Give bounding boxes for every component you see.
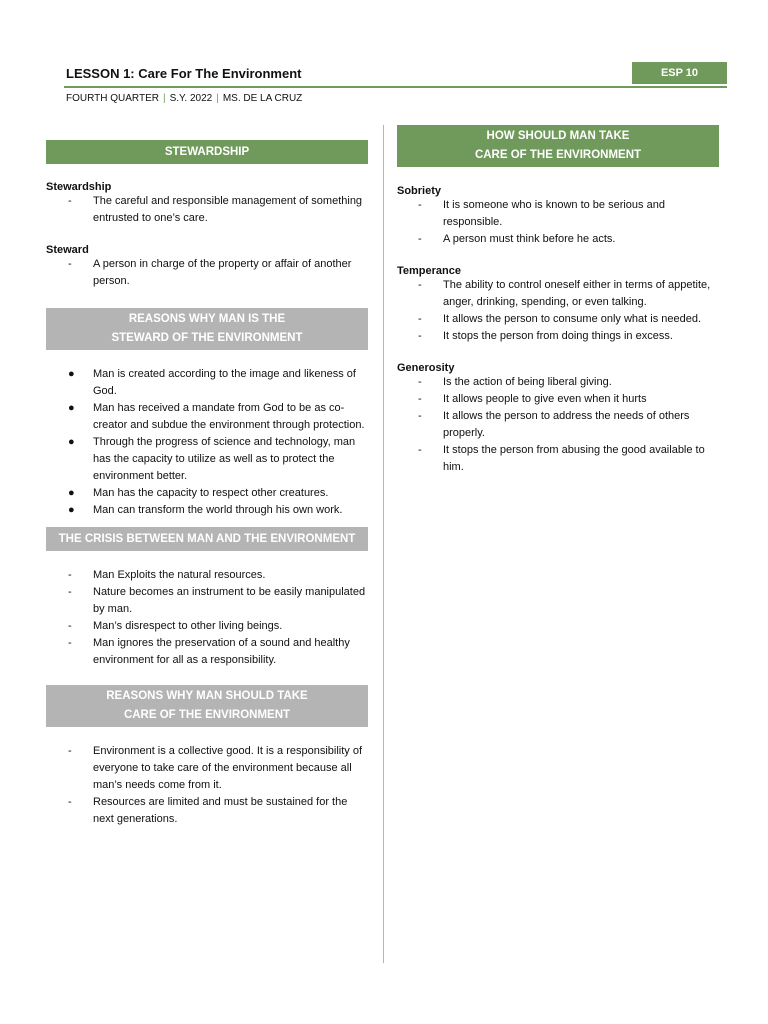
crisis-heading: THE CRISIS BETWEEN MAN AND THE ENVIRONMENT	[46, 527, 368, 551]
term-stewardship: Stewardship	[46, 181, 112, 193]
bullet-marker: ●	[68, 436, 75, 448]
teacher-label: MS. DE LA CRUZ	[222, 93, 303, 104]
term-temperance: Temperance	[397, 265, 461, 277]
dash-marker: -	[418, 330, 422, 342]
left-column	[46, 140, 368, 828]
list-item: - It allows the person to consume only what is needed.	[397, 311, 719, 328]
quarter-label: FOURTH QUARTER	[66, 93, 159, 104]
school-year-label: S.Y. 2022	[169, 93, 213, 104]
list-item: - A person in charge of the property or affair of another person.	[68, 258, 352, 287]
dash-marker: -	[68, 796, 72, 808]
list-item: ● Man has the capacity to respect other creatures.	[46, 485, 368, 502]
dash-marker: -	[418, 410, 422, 422]
dash-marker: -	[418, 279, 422, 291]
list-item: ● Man can transform the world through his own work.	[46, 502, 368, 519]
list-item: - Resources are limited and must be sustained for the next generations.	[68, 796, 348, 825]
lesson-title: LESSON 1: Care For The Environment	[66, 66, 302, 81]
reasons-steward-list	[46, 366, 368, 519]
page-header	[64, 62, 727, 104]
dash-marker: -	[68, 258, 72, 270]
stewardship-heading	[46, 140, 368, 164]
bullet-marker: ●	[68, 504, 75, 516]
bullet-marker: ●	[68, 402, 75, 414]
heading-text: STEWARDSHIP	[164, 145, 250, 158]
title-row	[64, 62, 727, 88]
list-item: ● Through the progress of science and technology, man has the capacity to utilize as well as to protect the environment better.	[68, 436, 356, 482]
list-item: - Is the action of being liberal giving.	[397, 374, 719, 391]
reasons-steward-heading: REASONS WHY MAN IS THE STEWARD OF THE ENVIRONMENT	[46, 308, 368, 350]
stewardship-definition-list	[46, 193, 368, 227]
bullet-marker: ●	[68, 487, 75, 499]
dash-marker: -	[68, 637, 72, 649]
list-item: - It stops the person from doing things in excess.	[397, 328, 719, 345]
list-item: - Nature becomes an instrument to be easily manipulated by man.	[68, 586, 366, 615]
list-item: - Man Exploits the natural resources.	[46, 567, 368, 584]
dash-marker: -	[68, 569, 72, 581]
bullet-marker: ●	[68, 368, 75, 380]
list-item: - A person must think before he acts.	[397, 231, 719, 248]
separator: |	[216, 93, 219, 104]
separator: |	[162, 93, 166, 104]
list-item: - Environment is a collective good. It is a responsibility of everyone to take care of the environment because all man’s needs come from it.	[68, 745, 363, 791]
list-item: - It is someone who is known to be serious and responsible.	[418, 199, 665, 228]
list-item: - The ability to control oneself either in terms of appetite, anger, drinking, spending, or even talking.	[418, 279, 711, 308]
temperance-list	[397, 277, 719, 345]
right-column	[397, 125, 719, 476]
list-item: - Man’s disrespect to other living beings.	[46, 618, 368, 635]
reasons-care-list	[46, 743, 368, 828]
subject-badge: ESP 10	[632, 62, 727, 84]
dash-marker: -	[68, 195, 72, 207]
term-generosity: Generosity	[397, 362, 455, 374]
header-subline	[64, 93, 727, 104]
list-item: ● Man is created according to the image and likeness of God.	[68, 368, 356, 397]
dash-marker: -	[418, 199, 422, 211]
term-steward: Steward	[46, 244, 89, 256]
sobriety-list	[397, 197, 719, 248]
list-item: - It allows people to give even when it hurts	[397, 391, 719, 408]
dash-marker: -	[418, 313, 422, 325]
list-item: ● Man has received a mandate from God to be as co-creator and subdue the environment through protection.	[68, 402, 365, 431]
dash-marker: -	[68, 745, 72, 757]
list-item: - Man ignores the preservation of a sound and healthy environment for all as a responsibility.	[68, 637, 350, 666]
generosity-list	[397, 374, 719, 476]
dash-marker: -	[68, 586, 72, 598]
column-divider	[383, 125, 384, 963]
reasons-care-heading: REASONS WHY MAN SHOULD TAKE CARE OF THE ENVIRONMENT	[46, 685, 368, 727]
dash-marker: -	[418, 376, 422, 388]
crisis-list	[46, 567, 368, 669]
steward-definition-list	[46, 256, 368, 290]
term-sobriety: Sobriety	[397, 185, 442, 197]
list-item: - It allows the person to address the needs of others properly.	[418, 410, 690, 439]
how-care-heading: HOW SHOULD MAN TAKE CARE OF THE ENVIRONMENT	[397, 125, 719, 167]
list-item: - It stops the person from abusing the good available to him.	[418, 444, 705, 473]
dash-marker: -	[418, 444, 422, 456]
dash-marker: -	[418, 393, 422, 405]
dash-marker: -	[418, 233, 422, 245]
list-item: - The careful and responsible management of something entrusted to one’s care.	[68, 195, 363, 224]
dash-marker: -	[68, 620, 72, 632]
